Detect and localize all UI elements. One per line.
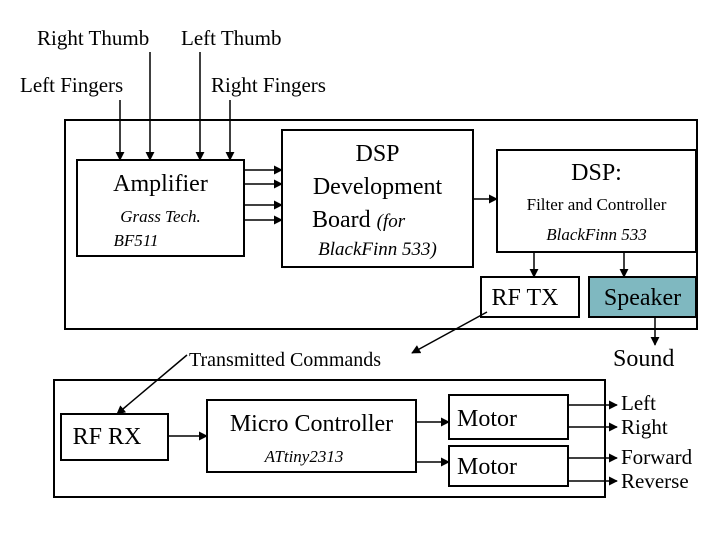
amplifier-title: Amplifier bbox=[113, 171, 208, 197]
sound-label: Sound bbox=[613, 346, 675, 372]
transmitted-commands-label: Transmitted Commands bbox=[189, 349, 382, 371]
label-right-fingers: Right Fingers bbox=[211, 73, 326, 97]
micro-controller-model: ATtiny2313 bbox=[264, 447, 344, 466]
rf-tx-label: RF TX bbox=[491, 285, 559, 311]
micro-controller-title: Micro Controller bbox=[229, 411, 394, 437]
motor-bottom-label: Motor bbox=[457, 454, 517, 480]
label-left-fingers: Left Fingers bbox=[20, 73, 124, 97]
output-right: Right bbox=[621, 415, 668, 439]
dsp-board-line1: DSP bbox=[355, 141, 400, 167]
wireless-link-b bbox=[117, 355, 187, 414]
dsp-filter-title: DSP: bbox=[571, 160, 622, 186]
label-left-thumb: Left Thumb bbox=[181, 26, 282, 50]
label-right-thumb: Right Thumb bbox=[37, 26, 150, 50]
amplifier-model-line1: Grass Tech. bbox=[120, 207, 201, 226]
wireless-link-a bbox=[412, 312, 487, 353]
speaker-label: Speaker bbox=[603, 285, 682, 311]
dsp-filter-subtitle: Filter and Controller bbox=[526, 195, 667, 214]
output-left: Left bbox=[621, 391, 656, 415]
dsp-board-for: (for bbox=[376, 211, 406, 232]
dsp-board-line3 bbox=[312, 208, 405, 232]
dsp-filter-model: BlackFinn 533 bbox=[546, 225, 647, 244]
amplifier-model-line2: BF511 bbox=[113, 231, 159, 250]
dsp-board-line4: BlackFinn 533) bbox=[318, 239, 437, 260]
output-reverse: Reverse bbox=[621, 469, 689, 493]
motor-top-label: Motor bbox=[457, 406, 517, 432]
output-forward: Forward bbox=[621, 445, 693, 469]
dsp-board-line2: Development bbox=[312, 174, 443, 200]
dsp-board-board-word: Board bbox=[312, 207, 371, 233]
rf-rx-label: RF RX bbox=[72, 424, 142, 450]
